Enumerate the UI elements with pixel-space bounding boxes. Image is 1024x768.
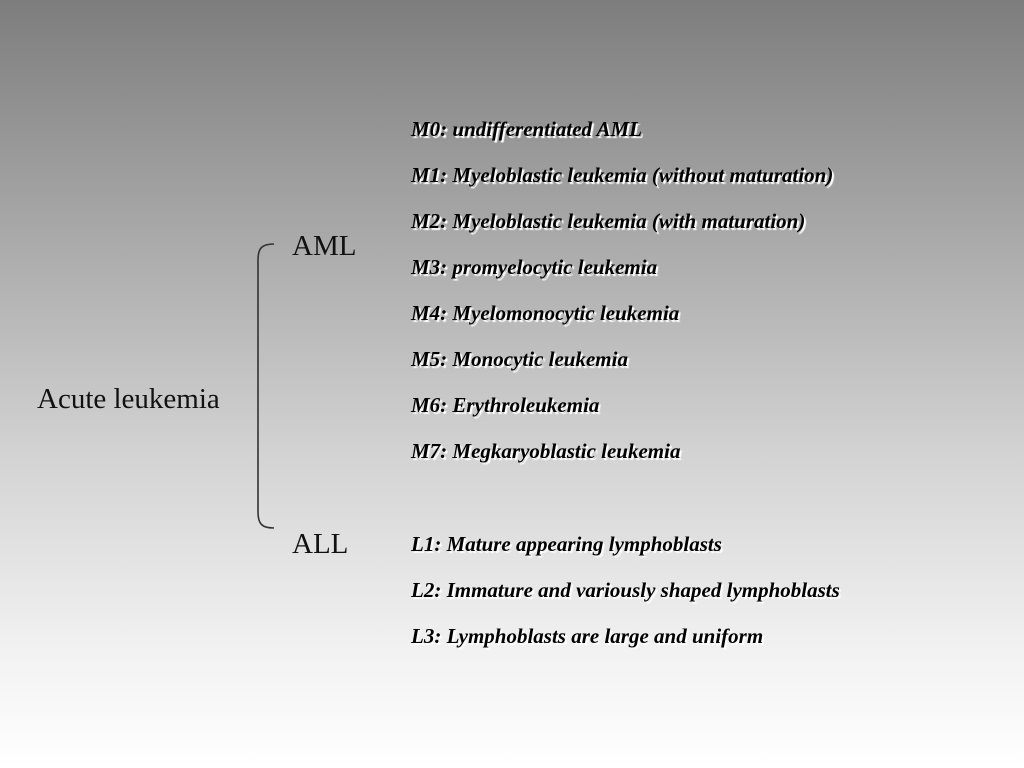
brace-connector [250, 238, 280, 534]
aml-item-m7: M7: Megkaryoblastic leukemia [411, 439, 681, 463]
aml-item-m5: M5: Monocytic leukemia [411, 347, 628, 371]
branch-label-all: ALL [292, 528, 349, 560]
aml-item-m0: M0: undifferentiated AML [411, 117, 643, 141]
all-item-l3: L3: Lymphoblasts are large and uniform [411, 624, 764, 648]
aml-item-m4: M4: Myelomonocytic leukemia [411, 301, 680, 325]
branch-label-aml: AML [292, 230, 357, 262]
aml-item-m1: M1: Myeloblastic leukemia (without maturation) [411, 163, 834, 187]
aml-item-m6: M6: Erythroleukemia [411, 393, 600, 417]
aml-item-m3: M3: promyelocytic leukemia [411, 255, 658, 279]
all-item-l2: L2: Immature and variously shaped lymphoblasts [411, 578, 840, 602]
all-item-l1: L1: Mature appearing lymphoblasts [411, 532, 722, 556]
aml-item-m2: M2: Myeloblastic leukemia (with maturation) [411, 209, 806, 233]
root-label-acute-leukemia: Acute leukemia [37, 383, 220, 415]
